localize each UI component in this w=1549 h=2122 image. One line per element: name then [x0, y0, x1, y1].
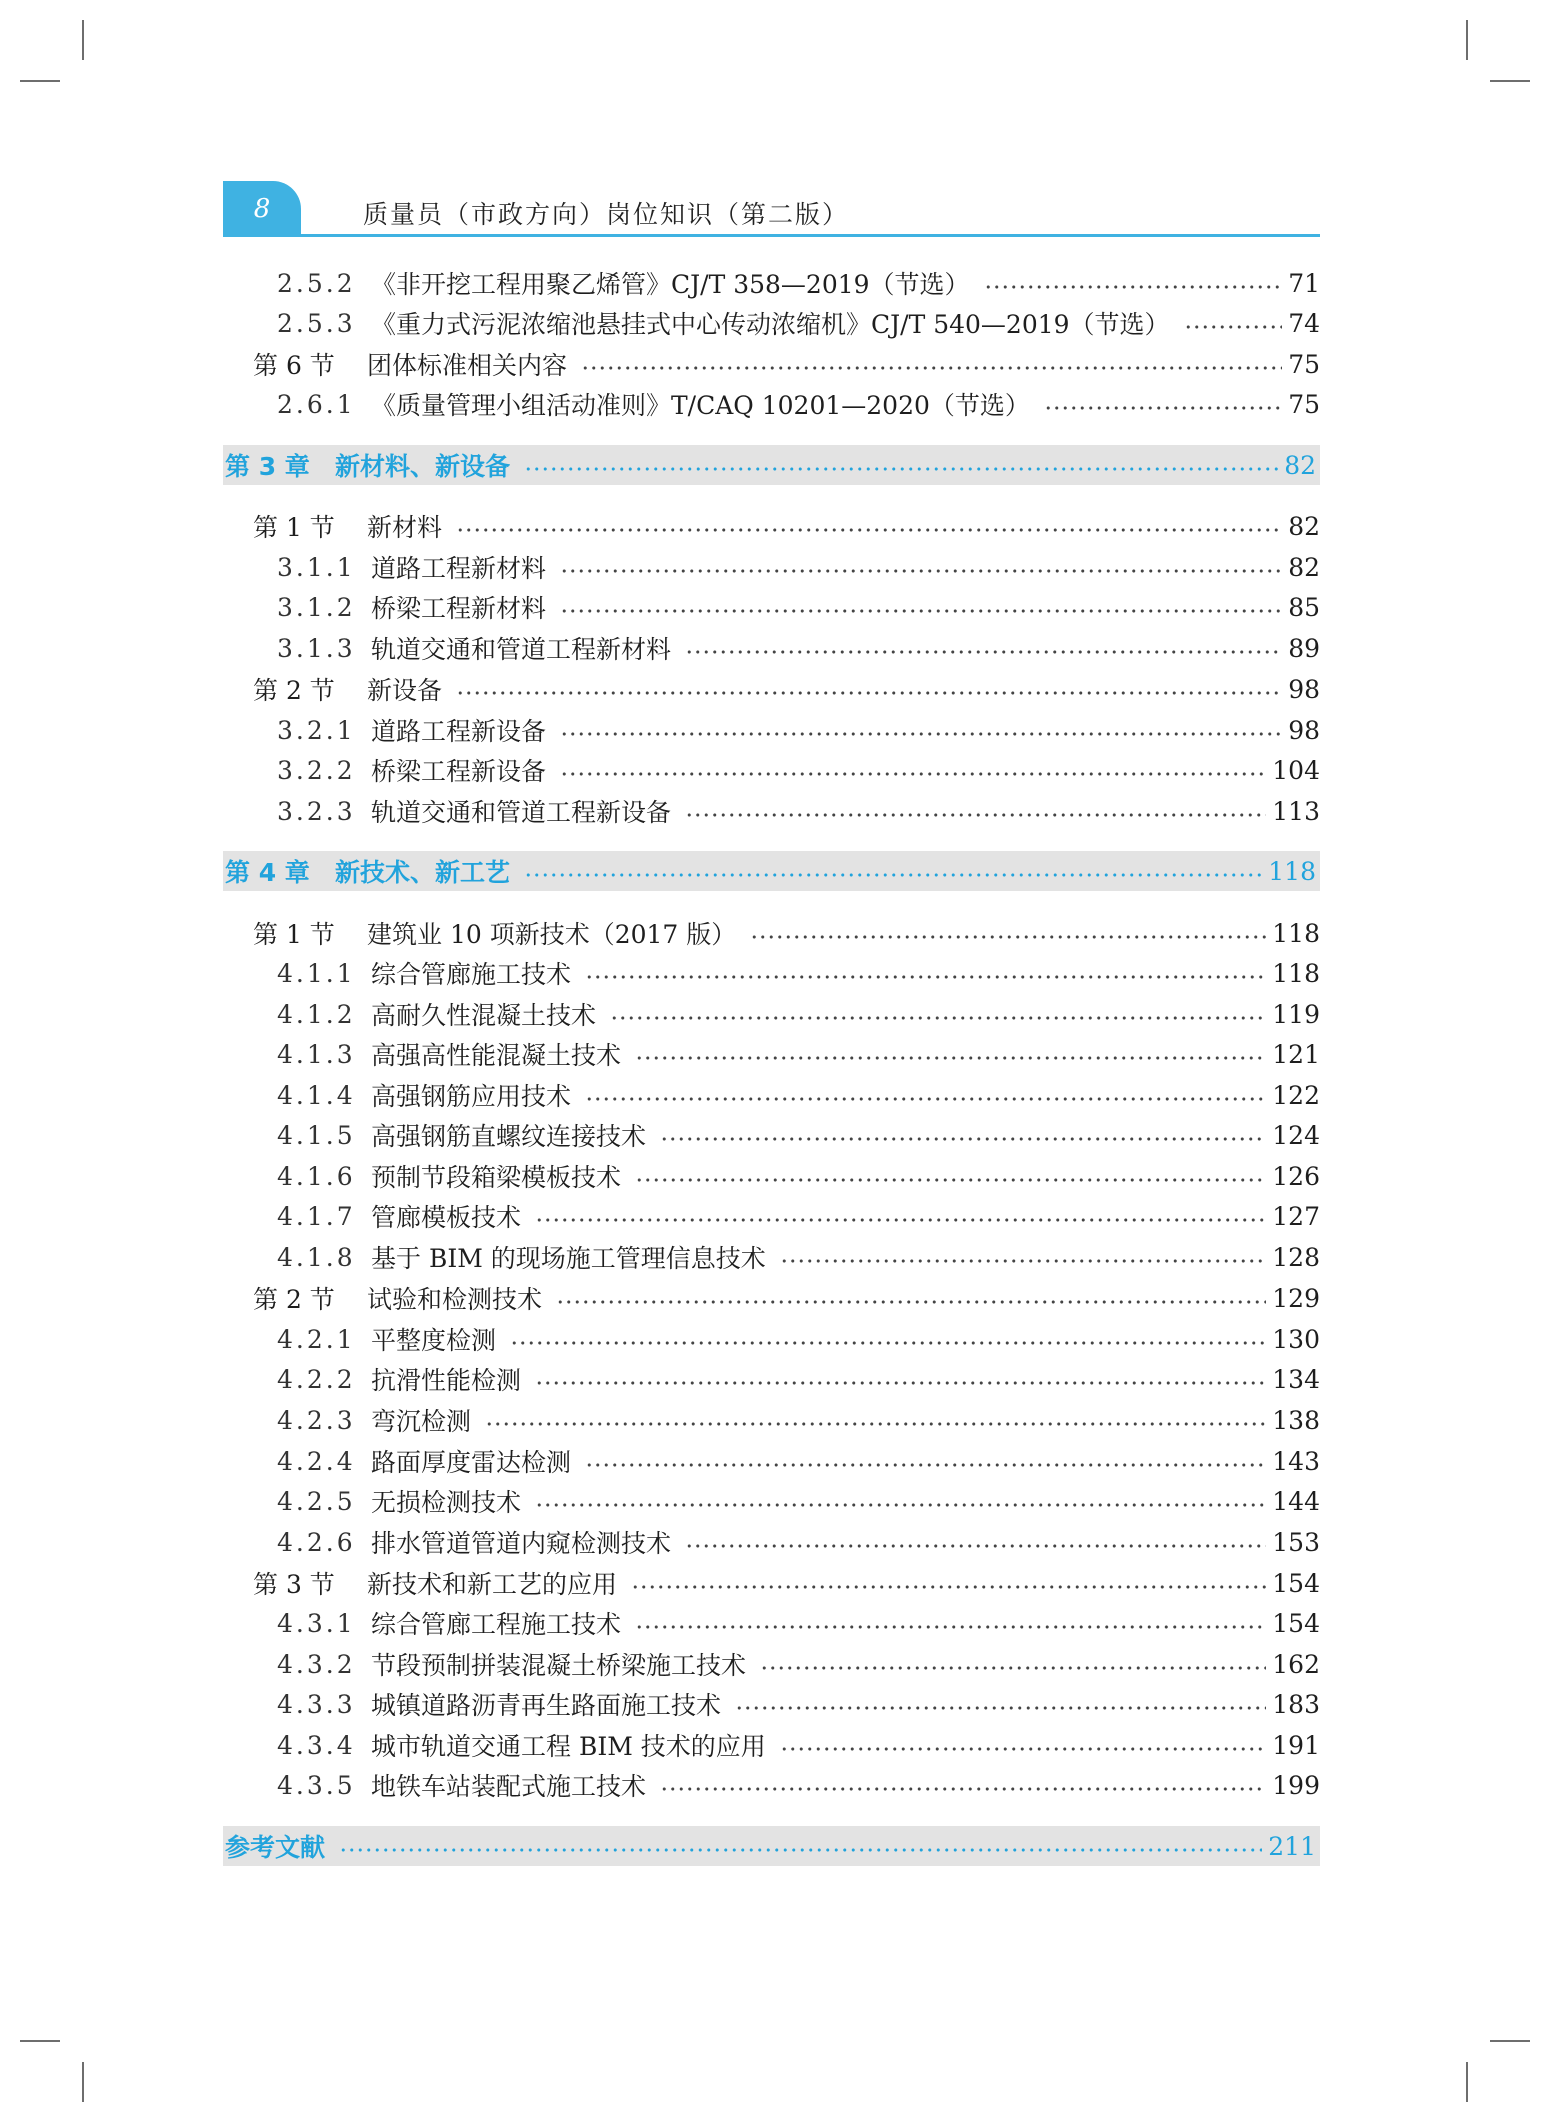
toc-entry-title: 预制节段箱梁模板技术: [371, 1163, 622, 1192]
toc-leader-dots: [510, 1341, 1266, 1345]
toc-entry-title: 节段预制拼装混凝土桥梁施工技术: [371, 1651, 747, 1680]
toc-subsection-row[interactable]: [223, 263, 1320, 303]
toc-page-number: 113: [1272, 796, 1320, 826]
toc-entry-number: 4.1.2: [277, 999, 356, 1029]
toc-entry-number: 4.1.8: [277, 1242, 356, 1272]
toc-leader-dots: [581, 366, 1282, 370]
toc-entry-title: 新材料: [367, 513, 443, 542]
toc-subsection-row[interactable]: [223, 994, 1320, 1034]
toc-subsection-row[interactable]: [223, 1684, 1320, 1724]
toc-entry-number: 4.3.1: [277, 1608, 356, 1638]
toc-page-number: 154: [1272, 1568, 1320, 1598]
toc-entry-number: 4.1.5: [277, 1120, 356, 1150]
crop-mark: [82, 20, 84, 60]
toc-entry-title: 综合管廊施工技术: [371, 960, 572, 989]
toc-leader-dots: [535, 1218, 1266, 1222]
toc-leader-dots: [556, 1300, 1266, 1304]
toc-entry-number: 4.2.5: [277, 1486, 356, 1516]
toc-page-number: 127: [1272, 1201, 1320, 1231]
toc-page-number: 118: [1272, 918, 1320, 948]
toc-entry-number: 4.3.3: [277, 1689, 356, 1719]
toc-subsection-row[interactable]: [223, 303, 1320, 343]
toc-entry-title: 无损检测技术: [371, 1488, 522, 1517]
toc-entry-title: 基于 BIM 的现场施工管理信息技术: [371, 1244, 766, 1273]
toc-leader-dots: [485, 1422, 1266, 1426]
toc-page-number: 162: [1272, 1649, 1320, 1679]
toc-section-row[interactable]: [223, 1563, 1320, 1603]
crop-mark: [82, 2062, 84, 2102]
toc-leader-dots: [660, 1137, 1266, 1141]
toc-entry-number: 3.1.1: [277, 552, 356, 582]
toc-entry-title: 道路工程新材料: [371, 554, 547, 583]
crop-mark: [1466, 20, 1468, 60]
toc-entry-number: 4.2.1: [277, 1324, 356, 1354]
toc-page-number: 143: [1272, 1446, 1320, 1476]
toc-entry-title: 城市轨道交通工程 BIM 技术的应用: [371, 1732, 766, 1761]
toc-leader-dots: [339, 1848, 1262, 1852]
toc-leader-dots: [780, 1747, 1267, 1751]
toc-subsection-row[interactable]: [223, 1481, 1320, 1521]
toc-leader-dots: [735, 1706, 1266, 1710]
toc-page-number: 153: [1272, 1527, 1320, 1557]
toc-entry-number: 4.2.2: [277, 1364, 356, 1394]
crop-mark: [20, 80, 60, 82]
toc-page-number: 119: [1272, 999, 1320, 1029]
toc-subsection-row[interactable]: [223, 1359, 1320, 1399]
toc-entry-title: 地铁车站装配式施工技术: [371, 1772, 647, 1801]
toc-page-number: 130: [1272, 1324, 1320, 1354]
toc-leader-dots: [585, 975, 1266, 979]
toc-leader-dots: [535, 1503, 1266, 1507]
toc-entry-title: 高强钢筋应用技术: [371, 1082, 572, 1111]
toc-entry-number: 3.2.2: [277, 755, 356, 785]
toc-leader-dots: [635, 1056, 1266, 1060]
toc-page-number: 126: [1272, 1161, 1320, 1191]
toc-entry-number: 4.1.6: [277, 1161, 356, 1191]
toc-page-number: 183: [1272, 1689, 1320, 1719]
toc-leader-dots: [524, 873, 1262, 877]
toc-chapter-row[interactable]: [223, 445, 1320, 485]
crop-mark: [1490, 2040, 1530, 2042]
toc-page-number: 98: [1288, 715, 1320, 745]
toc-section-row[interactable]: [223, 1278, 1320, 1318]
toc-entry-number: 第 2 节: [253, 676, 335, 705]
toc-entry-title: 参考文献: [225, 1833, 326, 1862]
toc-page-number: 82: [1288, 511, 1320, 541]
toc-subsection-row[interactable]: [223, 1034, 1320, 1074]
toc-entry-number: 3.1.2: [277, 592, 356, 622]
toc-leader-dots: [631, 1585, 1266, 1589]
toc-leader-dots: [780, 1259, 1267, 1263]
toc-entry-title: 管廊模板技术: [371, 1203, 522, 1232]
toc-entry-number: 4.2.4: [277, 1446, 356, 1476]
toc-entry-number: 4.1.4: [277, 1080, 356, 1110]
toc-subsection-row[interactable]: [223, 1075, 1320, 1115]
toc-entry-number: 4.2.3: [277, 1405, 356, 1435]
toc-page-number: 89: [1288, 633, 1320, 663]
toc-entry-title: 平整度检测: [371, 1326, 497, 1355]
toc-leader-dots: [1044, 406, 1282, 410]
toc-page-number: 82: [1288, 552, 1320, 582]
toc-subsection-row[interactable]: [223, 791, 1320, 831]
toc-entry-title: 城镇道路沥青再生路面施工技术: [371, 1691, 722, 1720]
toc-entry-title: 轨道交通和管道工程新设备: [371, 798, 672, 827]
header-rule: [223, 234, 1320, 237]
toc-leader-dots: [585, 1097, 1266, 1101]
toc-entry-number: 4.3.2: [277, 1649, 356, 1679]
toc-page-number: 118: [1268, 856, 1316, 886]
toc-subsection-row[interactable]: [223, 1156, 1320, 1196]
toc-subsection-row[interactable]: [223, 1603, 1320, 1643]
toc-entry-number: 2.5.2: [277, 268, 356, 298]
toc-section-row[interactable]: [223, 669, 1320, 709]
toc-leader-dots: [610, 1016, 1266, 1020]
toc-entry-title: 弯沉检测: [371, 1407, 472, 1436]
toc-entry-title: 《质量管理小组活动准则》T/CAQ 10201—2020（节选）: [371, 391, 1030, 420]
toc-entry-number: 第 1 节: [253, 920, 335, 949]
toc-subsection-row[interactable]: [223, 384, 1320, 424]
toc-page-number: 122: [1272, 1080, 1320, 1110]
toc-page-number: 124: [1272, 1120, 1320, 1150]
toc-entry-number: 4.3.5: [277, 1770, 356, 1800]
toc-page-number: 82: [1284, 450, 1316, 480]
toc-entry-title: 新技术和新工艺的应用: [367, 1570, 618, 1599]
toc-entry-number: 第 1 节: [253, 513, 335, 542]
toc-entry-title: 新设备: [367, 676, 443, 705]
toc-page-number: 144: [1272, 1486, 1320, 1516]
toc-page-number: 75: [1288, 389, 1320, 419]
toc-leader-dots: [984, 285, 1283, 289]
toc-leader-dots: [456, 528, 1282, 532]
toc-subsection-row[interactable]: [223, 750, 1320, 790]
toc-page-number: 118: [1272, 958, 1320, 988]
toc-entry-number: 4.2.6: [277, 1527, 356, 1557]
toc-leader-dots: [585, 1463, 1266, 1467]
toc-page-number: 98: [1288, 674, 1320, 704]
toc-entry-number: 4.1.7: [277, 1201, 356, 1231]
toc-section-row[interactable]: [223, 344, 1320, 384]
toc-entry-number: 3.2.1: [277, 715, 356, 745]
toc-entry-title: 新技术、新工艺: [335, 858, 511, 887]
toc-leader-dots: [635, 1625, 1266, 1629]
toc-section-row[interactable]: [223, 506, 1320, 546]
book-title: 质量员（市政方向）岗位知识（第二版）: [363, 200, 850, 229]
toc-chapter-row[interactable]: [223, 851, 1320, 891]
toc-chapter-row[interactable]: [223, 1826, 1320, 1866]
toc-page-number: 71: [1288, 268, 1320, 298]
toc-page-number: 191: [1272, 1730, 1320, 1760]
toc-leader-dots: [560, 609, 1282, 613]
crop-mark: [20, 2040, 60, 2042]
toc-entry-title: 建筑业 10 项新技术（2017 版）: [367, 920, 737, 949]
toc-entry-title: 排水管道管道内窥检测技术: [371, 1529, 672, 1558]
toc-entry-number: 4.1.3: [277, 1039, 356, 1069]
toc-subsection-row[interactable]: [223, 587, 1320, 627]
toc-entry-number: 4.3.4: [277, 1730, 356, 1760]
toc-section-row[interactable]: [223, 913, 1320, 953]
toc-entry-title: 团体标准相关内容: [367, 351, 568, 380]
toc-entry-title: 轨道交通和管道工程新材料: [371, 635, 672, 664]
toc-subsection-row[interactable]: [223, 710, 1320, 750]
toc-entry-title: 《重力式污泥浓缩池悬挂式中心传动浓缩机》CJ/T 540—2019（节选）: [371, 310, 1170, 339]
toc-subsection-row[interactable]: [223, 628, 1320, 668]
toc-entry-title: 抗滑性能检测: [371, 1366, 522, 1395]
toc-entry-number: 第 2 节: [253, 1285, 335, 1314]
toc-leader-dots: [760, 1666, 1266, 1670]
page-number-badge: 8: [223, 181, 301, 237]
toc-leader-dots: [750, 935, 1266, 939]
toc-page-number: 75: [1288, 349, 1320, 379]
toc-entry-title: 新材料、新设备: [335, 452, 511, 481]
crop-mark: [1466, 2062, 1468, 2102]
toc-subsection-row[interactable]: [223, 1644, 1320, 1684]
toc-entry-title: 试验和检测技术: [367, 1285, 543, 1314]
toc-leader-dots: [1184, 325, 1283, 329]
toc-entry-title: 综合管廊工程施工技术: [371, 1610, 622, 1639]
toc-subsection-row[interactable]: [223, 953, 1320, 993]
toc-leader-dots: [560, 569, 1282, 573]
toc-leader-dots: [685, 650, 1282, 654]
toc-page-number: 211: [1268, 1831, 1316, 1861]
page-header: [223, 181, 1320, 237]
toc-leader-dots: [535, 1381, 1266, 1385]
toc-leader-dots: [635, 1178, 1266, 1182]
toc-page-number: 128: [1272, 1242, 1320, 1272]
toc-entry-title: 高强高性能混凝土技术: [371, 1041, 622, 1070]
toc-page-number: 134: [1272, 1364, 1320, 1394]
toc-leader-dots: [685, 1544, 1266, 1548]
toc-leader-dots: [685, 813, 1266, 817]
toc-entry-number: 2.5.3: [277, 308, 356, 338]
toc-page-number: 74: [1288, 308, 1320, 338]
toc-subsection-row[interactable]: [223, 1237, 1320, 1277]
toc-page-number: 199: [1272, 1770, 1320, 1800]
toc-entry-number: 2.6.1: [277, 389, 356, 419]
toc-subsection-row[interactable]: [223, 1441, 1320, 1481]
toc-entry-number: 3.2.3: [277, 796, 356, 826]
toc-leader-dots: [524, 467, 1278, 471]
toc-subsection-row[interactable]: [223, 1522, 1320, 1562]
toc-page-number: 154: [1272, 1608, 1320, 1638]
toc-entry-number: 第 4 章: [225, 858, 310, 887]
toc-subsection-row[interactable]: [223, 1196, 1320, 1236]
crop-mark: [1490, 80, 1530, 82]
toc-entry-number: 3.1.3: [277, 633, 356, 663]
toc-page-number: 121: [1272, 1039, 1320, 1069]
toc-page-number: 129: [1272, 1283, 1320, 1313]
toc-subsection-row[interactable]: [223, 547, 1320, 587]
toc-entry-number: 第 6 节: [253, 351, 335, 380]
toc-leader-dots: [560, 772, 1266, 776]
toc-page-number: 138: [1272, 1405, 1320, 1435]
toc-leader-dots: [560, 732, 1282, 736]
toc-leader-dots: [456, 691, 1282, 695]
toc-page-number: 104: [1272, 755, 1320, 785]
toc-subsection-row[interactable]: [223, 1319, 1320, 1359]
toc-entry-title: 桥梁工程新材料: [371, 594, 547, 623]
toc-entry-title: 高强钢筋直螺纹连接技术: [371, 1122, 647, 1151]
toc-entry-number: 4.1.1: [277, 958, 356, 988]
toc-page-number: 85: [1288, 592, 1320, 622]
toc-entry-title: 桥梁工程新设备: [371, 757, 547, 786]
toc-entry-title: 道路工程新设备: [371, 717, 547, 746]
toc-subsection-row[interactable]: [223, 1765, 1320, 1805]
toc-entry-title: 路面厚度雷达检测: [371, 1448, 572, 1477]
toc-subsection-row[interactable]: [223, 1725, 1320, 1765]
toc-entry-number: 第 3 节: [253, 1570, 335, 1599]
toc-entry-title: 《非开挖工程用聚乙烯管》CJ/T 358—2019（节选）: [371, 270, 970, 299]
toc-entry-title: 高耐久性混凝土技术: [371, 1001, 597, 1030]
toc-subsection-row[interactable]: [223, 1400, 1320, 1440]
toc-subsection-row[interactable]: [223, 1115, 1320, 1155]
toc-entry-number: 第 3 章: [225, 452, 310, 481]
toc-leader-dots: [660, 1787, 1266, 1791]
